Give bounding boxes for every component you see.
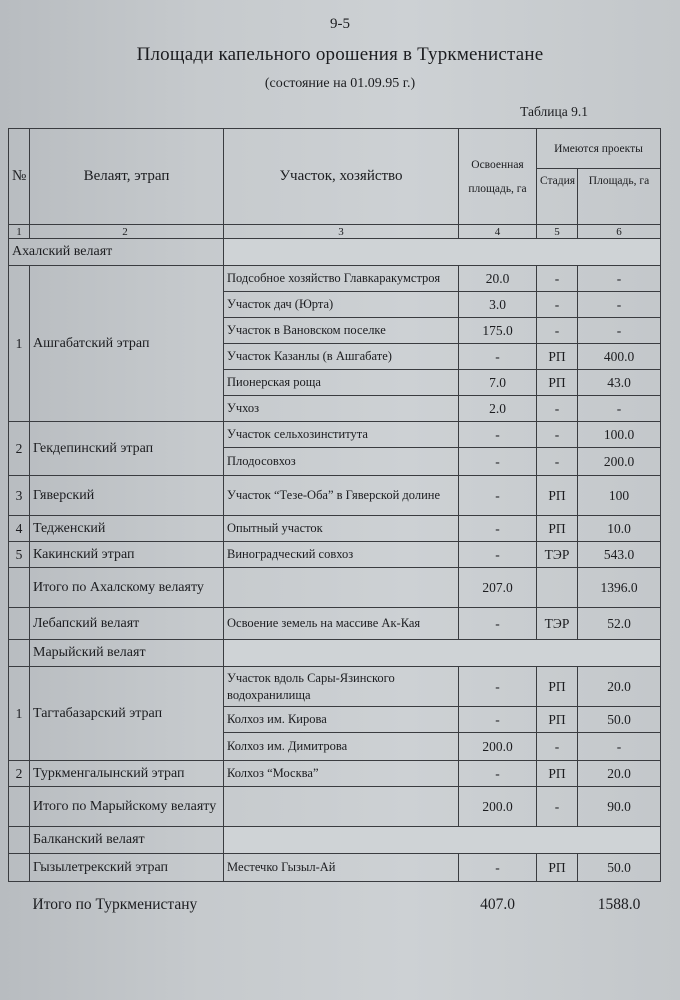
area-cell: 175.0 [459, 318, 537, 344]
area-cell: - [459, 761, 537, 787]
table-row [9, 608, 661, 640]
row-number: 2 [9, 422, 30, 476]
site-cell: Колхоз “Москва” [224, 761, 459, 787]
region-row [9, 640, 661, 667]
region-mary: Марыйский велаят [30, 640, 224, 667]
total-row [9, 568, 661, 608]
area-cell: - [459, 476, 537, 516]
project-area-cell: - [578, 396, 661, 422]
column-numbers-row [9, 225, 661, 239]
area-cell: - [459, 448, 537, 476]
stage-cell: РП [537, 854, 578, 882]
stage-cell: - [537, 448, 578, 476]
etrap-kaka: Какинский этрап [30, 542, 224, 568]
site-cell: Участок вдоль Сары-Язинского водохранилища [224, 667, 459, 707]
project-area-cell: - [578, 292, 661, 318]
total-mary-project-area: 90.0 [578, 787, 661, 827]
area-cell: 200.0 [459, 733, 537, 761]
etrap-tejen: Тедженский [30, 516, 224, 542]
project-area-cell: 543.0 [578, 542, 661, 568]
site-cell: Участок “Тезе-Оба” в Гяверской долине [224, 476, 459, 516]
total-akhal-project-area: 1396.0 [578, 568, 661, 608]
area-cell: 7.0 [459, 370, 537, 396]
site-cell: Местечко Гызыл-Ай [224, 854, 459, 882]
project-area-cell: 400.0 [578, 344, 661, 370]
region-balkan: Балканский велаят [30, 827, 224, 854]
stage-cell: - [537, 733, 578, 761]
stage-cell: - [537, 266, 578, 292]
site-cell: Пионерская роща [224, 370, 459, 396]
etrap-ashgabat: Ашгабатский этрап [30, 266, 224, 422]
site-cell: Подсобное хозяйство Главкаракумстроя [224, 266, 459, 292]
site-cell: Освоение земель на массиве Ак-Кая [224, 608, 459, 640]
header-site: Участок, хозяйство [224, 129, 459, 225]
stage-cell: РП [537, 761, 578, 787]
region-akhal: Ахалский велаят [9, 239, 224, 266]
stage-cell: РП [537, 476, 578, 516]
col-number: 2 [30, 225, 224, 239]
stage-cell: - [537, 396, 578, 422]
site-cell: Виноградческий совхоз [224, 542, 459, 568]
stage-cell: РП [537, 707, 578, 733]
table-label: Таблица 9.1 [520, 104, 588, 119]
etrap-turkmengala: Туркменгалынский этрап [30, 761, 224, 787]
col-number: 1 [9, 225, 30, 239]
area-cell: - [459, 542, 537, 568]
page-number: 9-5 [330, 16, 350, 32]
site-cell: Учхоз [224, 396, 459, 422]
total-mary-area: 200.0 [459, 787, 537, 827]
area-cell: - [459, 516, 537, 542]
site-cell: Участок в Вановском поселке [224, 318, 459, 344]
row-number: 5 [9, 542, 30, 568]
site-cell: Участок дач (Юрта) [224, 292, 459, 318]
project-area-cell: 43.0 [578, 370, 661, 396]
project-area-cell: - [578, 733, 661, 761]
total-country-area: 407.0 [480, 895, 515, 913]
project-area-cell: - [578, 266, 661, 292]
total-akhal-label: Итого по Ахалскому велаяту [30, 568, 224, 608]
row-number: 2 [9, 761, 30, 787]
etrap-gyaver: Гяверский [30, 476, 224, 516]
header-projects: Имеются проекты [537, 129, 661, 169]
area-cell: - [459, 707, 537, 733]
project-area-cell: 10.0 [578, 516, 661, 542]
stage-cell: РП [537, 516, 578, 542]
total-akhal-area: 207.0 [459, 568, 537, 608]
header-project-area: Площадь, га [578, 169, 661, 225]
table-row [9, 667, 661, 707]
area-cell: - [459, 667, 537, 707]
area-cell: 2.0 [459, 396, 537, 422]
stage-cell: - [537, 318, 578, 344]
area-cell: - [459, 608, 537, 640]
region-row [9, 827, 661, 854]
total-country-project-area: 1588.0 [597, 895, 641, 913]
total-row [9, 787, 661, 827]
region-row [9, 239, 661, 266]
total-mary-stage: - [537, 787, 578, 827]
stage-cell: ТЭР [537, 542, 578, 568]
row-number: 1 [9, 667, 30, 761]
row-number: 1 [9, 266, 30, 422]
site-cell: Колхоз им. Димитрова [224, 733, 459, 761]
area-cell: - [459, 854, 537, 882]
total-mary-label: Итого по Марыйскому велаяту [30, 787, 224, 827]
document-title: Площади капельного орошения в Туркменистане [136, 44, 544, 65]
table-row [9, 854, 661, 882]
project-area-cell: 50.0 [578, 854, 661, 882]
document-subtitle: (состояние на 01.09.95 г.) [264, 76, 416, 91]
region-lebap: Лебапский велаят [30, 608, 224, 640]
table-row [9, 266, 661, 292]
project-area-cell: 100.0 [578, 422, 661, 448]
area-cell: 3.0 [459, 292, 537, 318]
row-number: 4 [9, 516, 30, 542]
site-cell: Участок сельхозинститута [224, 422, 459, 448]
project-area-cell: 20.0 [578, 667, 661, 707]
header-area: Освоенная площадь, га [459, 129, 537, 225]
etrap-gekdepe: Гекдепинский этрап [30, 422, 224, 476]
stage-cell: - [537, 292, 578, 318]
col-number: 3 [224, 225, 459, 239]
etrap-tagtabazar: Тагтабазарский этрап [30, 667, 224, 761]
area-cell: - [459, 344, 537, 370]
col-number: 4 [459, 225, 537, 239]
table-row [9, 476, 661, 516]
stage-cell: РП [537, 344, 578, 370]
area-cell: 20.0 [459, 266, 537, 292]
project-area-cell: 50.0 [578, 707, 661, 733]
col-number: 5 [537, 225, 578, 239]
site-cell: Колхоз им. Кирова [224, 707, 459, 733]
header-velayat: Велаят, этрап [30, 129, 224, 225]
header-row [9, 129, 661, 169]
project-area-cell: 52.0 [578, 608, 661, 640]
header-stage: Стадия [537, 169, 578, 225]
project-area-cell: - [578, 318, 661, 344]
site-cell: Плодосовхоз [224, 448, 459, 476]
irrigation-table [8, 128, 661, 928]
project-area-cell: 20.0 [578, 761, 661, 787]
table-row [9, 542, 661, 568]
grand-total-row [9, 882, 661, 928]
area-cell: - [459, 422, 537, 448]
col-number: 6 [578, 225, 661, 239]
stage-cell: - [537, 422, 578, 448]
site-cell: Участок Казанлы (в Ашгабате) [224, 344, 459, 370]
site-cell: Опытный участок [224, 516, 459, 542]
stage-cell: РП [537, 667, 578, 707]
header-no: № [9, 129, 30, 225]
project-area-cell: 100 [578, 476, 661, 516]
table-row [9, 422, 661, 448]
etrap-gyzyletrek: Гызылетрекский этрап [30, 854, 224, 882]
stage-cell: ТЭР [537, 608, 578, 640]
total-country-label: Итого по Туркменистану [32, 895, 198, 913]
row-number: 3 [9, 476, 30, 516]
table-row [9, 516, 661, 542]
stage-cell: РП [537, 370, 578, 396]
project-area-cell: 200.0 [578, 448, 661, 476]
table-row [9, 761, 661, 787]
